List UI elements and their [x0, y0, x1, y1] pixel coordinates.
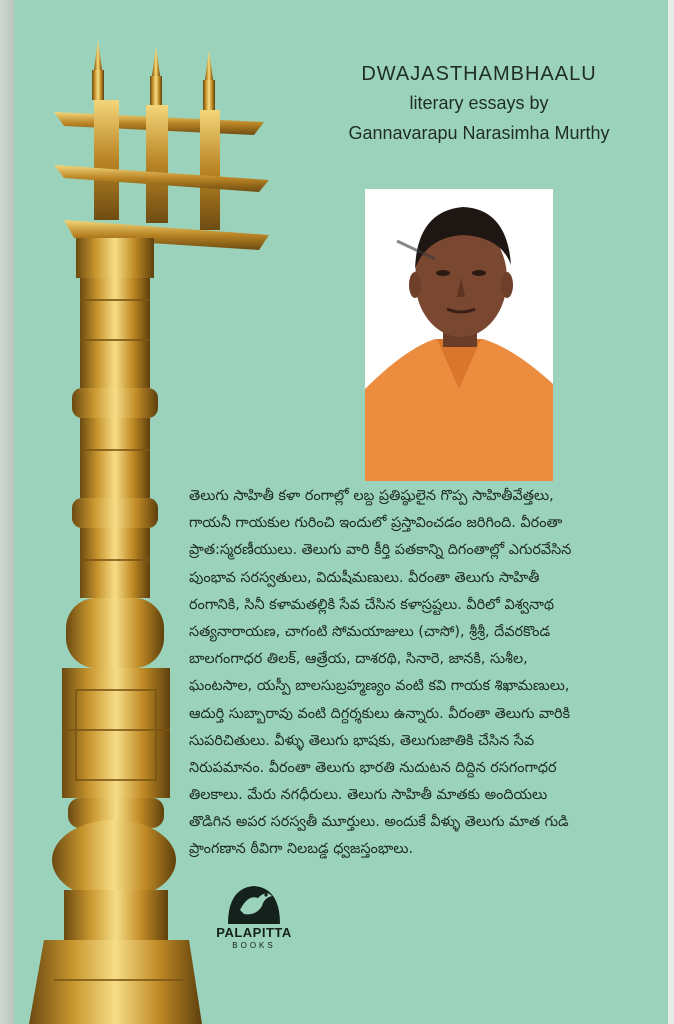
blurb-line: రంగానికి, సినీ కళామతల్లికి సేవ చేసిన కళాస్రష్టలు. వీరిలో విశ్వనాథ	[189, 596, 555, 613]
portrait-drawing	[365, 189, 553, 481]
blurb-line: సుపరిచితులు. వీళ్ళు తెలుగు భాషకు, తెలుగుజాతికి చేసిన సేవ	[189, 732, 535, 749]
book-subtitle: literary essays by	[409, 93, 549, 113]
publisher-name: PALAPITTA	[216, 925, 292, 940]
blurb-line: సత్యనారాయణ, చాగంటి సోమయాజులు (చాసో), శ్రీశ్రీ, దేవరకొండ	[189, 623, 551, 640]
publisher-sub: BOOKS	[232, 941, 276, 950]
blurb-line: ఆదుర్తి సుబ్బారావు వంటి దిగ్దర్శకులు ఉన్నారు. వీరంతా తెలుగు వారికి	[189, 705, 571, 722]
blurb-line: ఘంటసాల, యస్పీ బాలసుబ్రహ్మణ్యం వంటి కవి గాయక శిఖామణులు,	[189, 678, 570, 695]
author-name: Gannavarapu Narasimha Murthy	[348, 123, 610, 143]
blurb-text	[189, 483, 668, 864]
book-back-cover	[14, 0, 668, 1024]
blurb-line: తిలకాలు. మేరు నగధీరులు. తెలుగు సాహితీ మాతకు అందియలు	[189, 787, 548, 804]
book-title: DWAJASTHAMBHAALU	[361, 63, 597, 85]
palapitta-bird-icon	[222, 880, 286, 926]
blurb-line: తెలుగు సాహితీ కళా రంగాల్లో లబ్ద ప్రతిష్ఠులైన గొప్ప సాహితీవేత్తలు,	[189, 488, 554, 504]
blurb-line: ప్రాత:స్మరణీయులు. తెలుగు వారి కీర్తి పతకాన్ని దిగంతాల్లో ఎగురవేసిన	[189, 542, 572, 559]
title-block	[324, 60, 634, 148]
blurb-line: పుంభావ సరస్వతులు, విదుషీమణులు. వీరంతా తెలుగు సాహితీ	[189, 569, 540, 586]
publisher-logo	[216, 880, 292, 964]
spine-edge	[0, 0, 14, 1024]
author-portrait	[365, 189, 553, 481]
blurb-line: ప్రాంగణాన ఠీవిగా నిలబడ్డ ధ్వజస్తంభాలు.	[189, 841, 414, 858]
blurb-line: తొడిగిన అపర సరస్వతీ మూర్తులు. అందుకే వీళ్ళు తెలుగు మాత గుడి	[189, 814, 569, 831]
blurb-line: నిరుపమానం. వీరంతా తెలుగు భారతి నుదుటన దిద్దిన రసగంగాధర	[189, 759, 557, 776]
blurb-line: బాలగంగాధర తిలక్, ఆత్రేయ, దాశరథి, సినారె, జానకి, సుశీల,	[189, 651, 528, 668]
blurb-line: గాయనీ గాయకుల గురించి ఇందులో ప్రస్తావించడం జరిగింది. వీరంతా	[189, 515, 563, 532]
